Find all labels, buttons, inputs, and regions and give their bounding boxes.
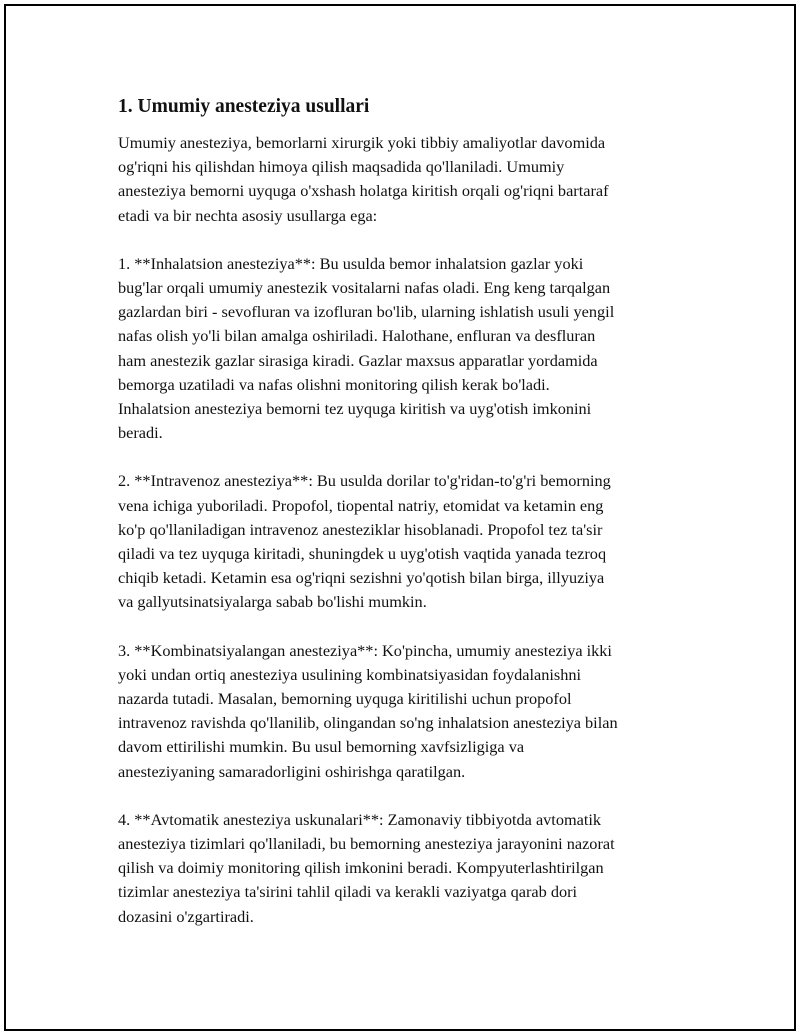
paragraph-combined-anesthesia: 3. **Kombinatsiyalangan anesteziya**: Ko'pincha, umumiy anesteziya ikki yoki undan ortiq anesteziya usulining kombinatsiyasidan foydalanishni nazarda tutadi. Masalan, bemorning uyquga kiritilishi uchun propofol intravenoz ravishda qo'llanilib, olingandan so'ng inhalatsion anesteziya bilan davom ettirilishi mumkin. Bu usul bemorning xavfsizligiga va anesteziyaning samaradorligini oshirishga qaratilgan. — [118, 640, 618, 781]
paragraph-automatic-anesthesia-equipment: 4. **Avtomatik anesteziya uskunalari**: Zamonaviy tibbiyotda avtomatik anesteziya tizimlari qo'llaniladi, bu bemorning anesteziya jarayonini nazorat qilish va doimiy monitoring qilish imkonini beradi. Kompyuterlashtirilgan tizimlar anesteziya ta'sirini tahlil qiladi va kerakli vaziyatga qarab dori dozasini o'zgartiradi. — [118, 809, 615, 926]
paragraph-inhalation-anesthesia: 1. **Inhalatsion anesteziya**: Bu usulda bemor inhalatsion gazlar yoki bug'lar orqali umumiy anestezik vositalarni nafas oladi. Eng keng tarqalgan gazlardan biri - sevofluran va izofluran bo'lib, ularning ishlatish usuli yengil nafas olish yo'li bilan amalga oshiriladi. Halothane, enfluran va desfluran ham anestezik gazlar sirasiga kiradi. Gazlar maxsus apparatlar yordamida bemorga uzatiladi va nafas olishni monitoring qilish kerak bo'ladi. Inhalatsion anesteziya bemorni tez uyquga kiritish va uyg'otish imkonini beradi. — [118, 253, 615, 443]
paragraph-intravenous-anesthesia: 2. **Intravenoz anesteziya**: Bu usulda dorilar to'g'ridan-to'g'ri bemorning vena ichiga yuboriladi. Propofol, tiopental natriy, etomidat va ketamin eng ko'p qo'llaniladigan intravenoz anesteziklar hisoblanadi. Propofol tez ta'sir qiladi va tez uyquga kiritadi, shuningdek u uyg'otish vaqtida yanada tezroq chiqib ketadi. Ketamin esa og'riqni sezishni yo'qotish bilan birga, illyuziya va gallyutsinatsiyalarga sabab bo'lishi mumkin. — [118, 471, 611, 612]
document-body — [118, 95, 690, 953]
document-title: 1. Umumiy anesteziya usullari — [118, 96, 370, 117]
intro-paragraph: Umumiy anesteziya, bemorlarni xirurgik yoki tibbiy amaliyotlar davomida og'riqni his qilishdan himoya qilish maqsadida qo'llaniladi. Umumiy anesteziya bemorni uyquga o'xshash holatga kiritish orqali og'riqni bartaraf etadi va bir nechta asosiy usullarga ega: — [118, 133, 609, 225]
